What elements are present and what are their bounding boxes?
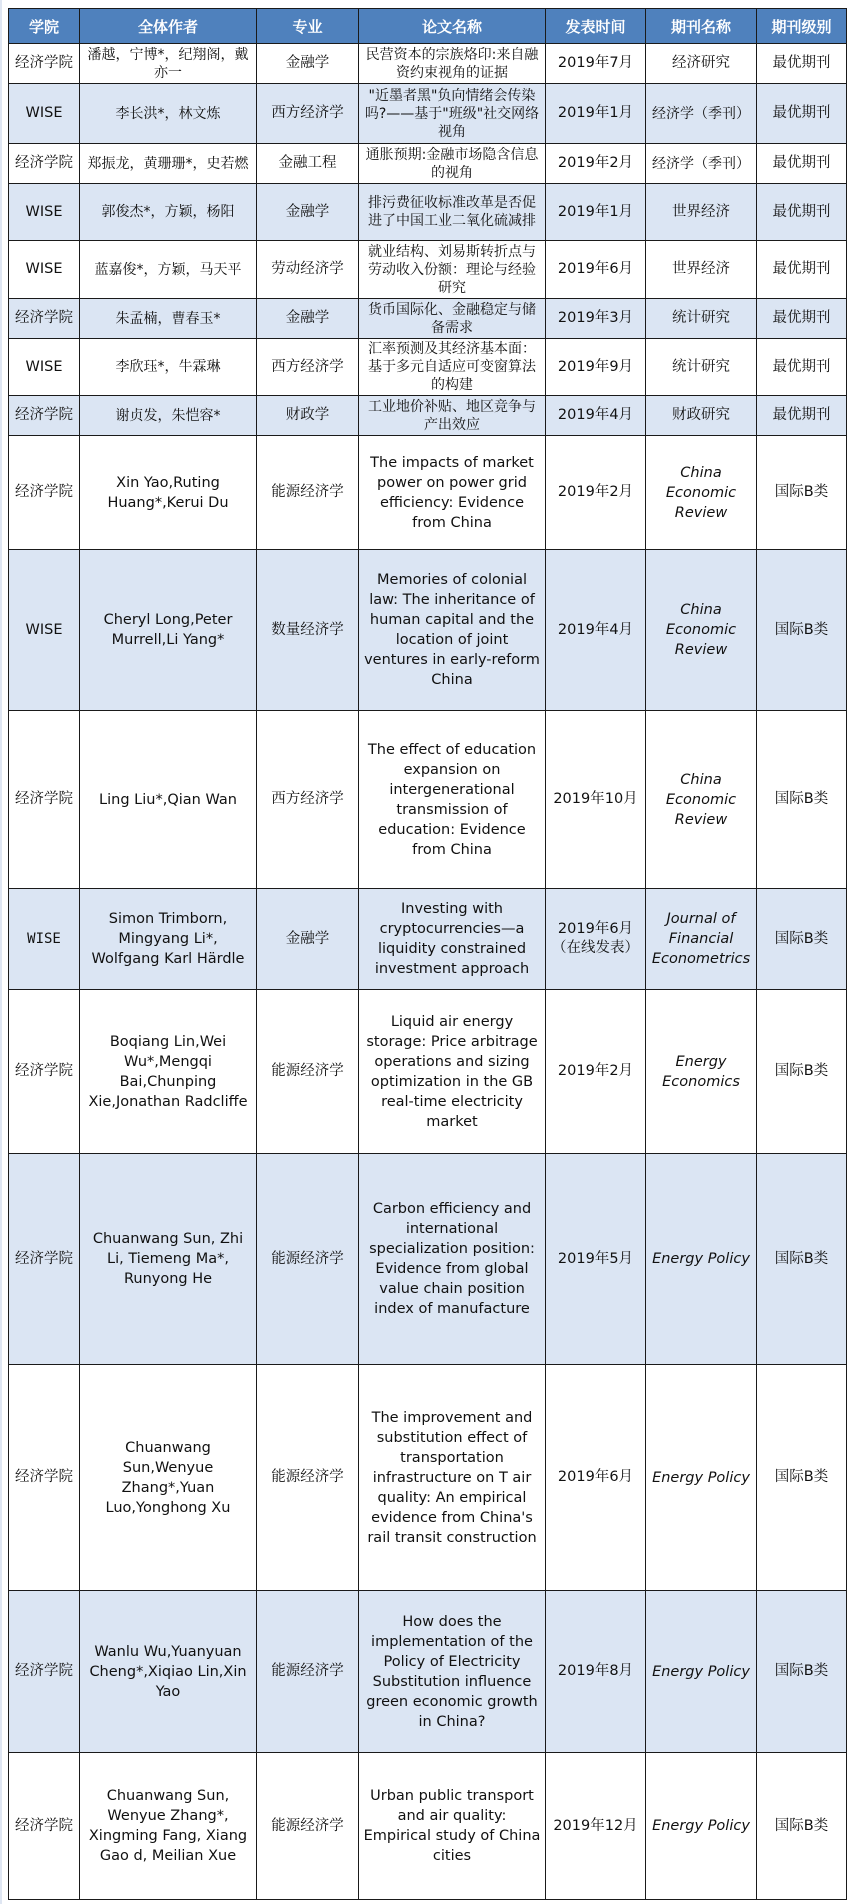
cell-major: 金融学 — [257, 299, 359, 339]
cell-date: 2019年4月 — [546, 550, 646, 711]
cell-authors: 蓝嘉俊*，方颖，马天平 — [80, 241, 257, 299]
cell-journal: 财政研究 — [646, 396, 757, 436]
cell-authors: 朱孟楠，曹春玉* — [80, 299, 257, 339]
cell-authors: Boqiang Lin,Wei Wu*,Mengqi Bai,Chunping Xie,Jonathan Radcliffe — [80, 990, 257, 1154]
cell-journal: 世界经济 — [646, 241, 757, 299]
table-row — [9, 1154, 847, 1365]
cell-college: WISE — [9, 241, 80, 299]
cell-authors: Wanlu Wu,Yuanyuan Cheng*,Xiqiao Lin,Xin Yao — [80, 1591, 257, 1753]
cell-major: 能源经济学 — [257, 1753, 359, 1900]
cell-authors: 谢贞发，朱恺容* — [80, 396, 257, 436]
cell-major: 财政学 — [257, 396, 359, 436]
table-row — [9, 144, 847, 184]
cell-title: 汇率预测及其经济基本面：基于多元自适应可变窗算法的构建 — [359, 339, 546, 396]
cell-title: 就业结构、刘易斯转折点与劳动收入份额：理论与经验研究 — [359, 241, 546, 299]
cell-level: 国际B类 — [757, 436, 847, 550]
cell-authors: Simon Trimborn, Mingyang Li*, Wolfgang Karl Härdle — [80, 889, 257, 990]
cell-major: 西方经济学 — [257, 84, 359, 144]
cell-title: The effect of education expansion on intergenerational transmission of education: Evidence from China — [359, 711, 546, 889]
cell-journal: Energy Policy — [646, 1365, 757, 1591]
table-row — [9, 44, 847, 84]
cell-level: 国际B类 — [757, 990, 847, 1154]
cell-level: 国际B类 — [757, 1753, 847, 1900]
cell-journal: China Economic Review — [646, 711, 757, 889]
cell-journal: 统计研究 — [646, 339, 757, 396]
cell-journal: 世界经济 — [646, 184, 757, 241]
cell-major: 能源经济学 — [257, 1365, 359, 1591]
cell-level: 最优期刊 — [757, 184, 847, 241]
cell-title: Investing with cryptocurrencies—a liquidity constrained investment approach — [359, 889, 546, 990]
cell-date: 2019年2月 — [546, 144, 646, 184]
cell-authors: Cheryl Long,Peter Murrell,Li Yang* — [80, 550, 257, 711]
cell-major: 能源经济学 — [257, 1154, 359, 1365]
cell-date: 2019年6月（在线发表） — [546, 889, 646, 990]
cell-college: WISE — [9, 339, 80, 396]
cell-authors: Chuanwang Sun, Zhi Li, Tiemeng Ma*, Runyong He — [80, 1154, 257, 1365]
cell-journal: Energy Policy — [646, 1591, 757, 1753]
cell-level: 国际B类 — [757, 550, 847, 711]
cell-level: 最优期刊 — [757, 339, 847, 396]
cell-major: 西方经济学 — [257, 711, 359, 889]
cell-authors: Chuanwang Sun, Wenyue Zhang*, Xingming Fang, Xiang Gao d, Meilian Xue — [80, 1753, 257, 1900]
cell-date: 2019年2月 — [546, 436, 646, 550]
table-row — [9, 339, 847, 396]
cell-level: 最优期刊 — [757, 241, 847, 299]
cell-major: 金融工程 — [257, 144, 359, 184]
cell-major: 金融学 — [257, 184, 359, 241]
cell-journal: Energy Economics — [646, 990, 757, 1154]
cell-date: 2019年4月 — [546, 396, 646, 436]
cell-college: WISE — [9, 184, 80, 241]
cell-level: 国际B类 — [757, 1365, 847, 1591]
cell-college: 经济学院 — [9, 1753, 80, 1900]
cell-authors: Xin Yao,Ruting Huang*,Kerui Du — [80, 436, 257, 550]
cell-title: 排污费征收标准改革是否促进了中国工业二氧化硫减排 — [359, 184, 546, 241]
cell-date: 2019年2月 — [546, 990, 646, 1154]
left-edge-line — [0, 0, 2, 1904]
cell-major: 劳动经济学 — [257, 241, 359, 299]
cell-date: 2019年9月 — [546, 339, 646, 396]
table-row — [9, 889, 847, 990]
cell-title: 民营资本的宗族烙印:来自融资约束视角的证据 — [359, 44, 546, 84]
cell-authors: Ling Liu*,Qian Wan — [80, 711, 257, 889]
cell-date: 2019年6月 — [546, 241, 646, 299]
table-row — [9, 299, 847, 339]
cell-college: 经济学院 — [9, 299, 80, 339]
cell-major: 西方经济学 — [257, 339, 359, 396]
cell-date: 2019年1月 — [546, 84, 646, 144]
cell-date: 2019年3月 — [546, 299, 646, 339]
cell-level: 最优期刊 — [757, 144, 847, 184]
cell-college: 经济学院 — [9, 436, 80, 550]
cell-major: 数量经济学 — [257, 550, 359, 711]
cell-college: 经济学院 — [9, 711, 80, 889]
table-row — [9, 1365, 847, 1591]
table-row — [9, 396, 847, 436]
cell-journal: Energy Policy — [646, 1753, 757, 1900]
cell-college: WISE — [9, 84, 80, 144]
cell-date: 2019年6月 — [546, 1365, 646, 1591]
cell-title: 工业地价补贴、地区竞争与产出效应 — [359, 396, 546, 436]
cell-college: 经济学院 — [9, 1591, 80, 1753]
header-college: 学院 — [9, 9, 80, 44]
cell-authors: 潘越，宁博*，纪翔阁，戴亦一 — [80, 44, 257, 84]
table-row — [9, 711, 847, 889]
cell-college: 经济学院 — [9, 396, 80, 436]
table-row — [9, 990, 847, 1154]
cell-college: 经济学院 — [9, 44, 80, 84]
header-level: 期刊级别 — [757, 9, 847, 44]
cell-authors: 李欣珏*，牛霖琳 — [80, 339, 257, 396]
cell-journal: 统计研究 — [646, 299, 757, 339]
cell-authors: Chuanwang Sun,Wenyue Zhang*,Yuan Luo,Yonghong Xu — [80, 1365, 257, 1591]
cell-college: WISE — [9, 889, 80, 990]
cell-journal: Journal of Financial Econometrics — [646, 889, 757, 990]
cell-title: "近墨者黑"负向情绪会传染吗?——基于"班级"社交网络视角 — [359, 84, 546, 144]
header-date: 发表时间 — [546, 9, 646, 44]
cell-title: 货币国际化、金融稳定与储备需求 — [359, 299, 546, 339]
table-row — [9, 436, 847, 550]
cell-title: The impacts of market power on power grid efficiency: Evidence from China — [359, 436, 546, 550]
table-row — [9, 84, 847, 144]
table-row — [9, 550, 847, 711]
publications-table — [8, 8, 847, 1900]
cell-level: 最优期刊 — [757, 44, 847, 84]
cell-date: 2019年10月 — [546, 711, 646, 889]
cell-major: 金融学 — [257, 44, 359, 84]
cell-college: 经济学院 — [9, 1154, 80, 1365]
cell-major: 能源经济学 — [257, 436, 359, 550]
table-row — [9, 184, 847, 241]
cell-college: 经济学院 — [9, 144, 80, 184]
cell-journal: 经济学（季刊） — [646, 84, 757, 144]
cell-major: 金融学 — [257, 889, 359, 990]
cell-journal: Energy Policy — [646, 1154, 757, 1365]
cell-title: Carbon efficiency and international specialization position: Evidence from global value chain position index of manufacture — [359, 1154, 546, 1365]
cell-college: 经济学院 — [9, 1365, 80, 1591]
cell-college: 经济学院 — [9, 990, 80, 1154]
header-journal: 期刊名称 — [646, 9, 757, 44]
cell-journal: China Economic Review — [646, 550, 757, 711]
cell-date: 2019年12月 — [546, 1753, 646, 1900]
header-title: 论文名称 — [359, 9, 546, 44]
cell-date: 2019年1月 — [546, 184, 646, 241]
table-row — [9, 1753, 847, 1900]
cell-level: 国际B类 — [757, 889, 847, 990]
cell-title: Memories of colonial law: The inheritance of human capital and the location of joint ventures in early-reform China — [359, 550, 546, 711]
cell-level: 国际B类 — [757, 711, 847, 889]
cell-date: 2019年8月 — [546, 1591, 646, 1753]
cell-title: Urban public transport and air quality: Empirical study of China cities — [359, 1753, 546, 1900]
cell-college: WISE — [9, 550, 80, 711]
cell-level: 最优期刊 — [757, 396, 847, 436]
cell-major: 能源经济学 — [257, 1591, 359, 1753]
cell-journal: 经济学（季刊） — [646, 144, 757, 184]
cell-journal: 经济研究 — [646, 44, 757, 84]
header-authors: 全体作者 — [80, 9, 257, 44]
cell-date: 2019年7月 — [546, 44, 646, 84]
cell-level: 国际B类 — [757, 1154, 847, 1365]
table-row — [9, 1591, 847, 1753]
cell-journal: China Economic Review — [646, 436, 757, 550]
cell-authors: 郭俊杰*，方颖，杨阳 — [80, 184, 257, 241]
cell-date: 2019年5月 — [546, 1154, 646, 1365]
cell-title: Liquid air energy storage: Price arbitrage operations and sizing optimization in the GB real-time electricity market — [359, 990, 546, 1154]
header-major: 专业 — [257, 9, 359, 44]
cell-authors: 郑振龙，黄珊珊*，史若燃 — [80, 144, 257, 184]
cell-level: 最优期刊 — [757, 84, 847, 144]
cell-level: 最优期刊 — [757, 299, 847, 339]
cell-major: 能源经济学 — [257, 990, 359, 1154]
cell-title: 通胀预期:金融市场隐含信息的视角 — [359, 144, 546, 184]
cell-authors: 李长洪*，林文炼 — [80, 84, 257, 144]
cell-title: The improvement and substitution effect of transportation infrastructure on T air quality: An empirical evidence from China's rail transit construction — [359, 1365, 546, 1591]
table-row — [9, 241, 847, 299]
cell-level: 国际B类 — [757, 1591, 847, 1753]
header-row — [9, 9, 847, 44]
cell-title: How does the implementation of the Policy of Electricity Substitution influence green economic growth in China? — [359, 1591, 546, 1753]
